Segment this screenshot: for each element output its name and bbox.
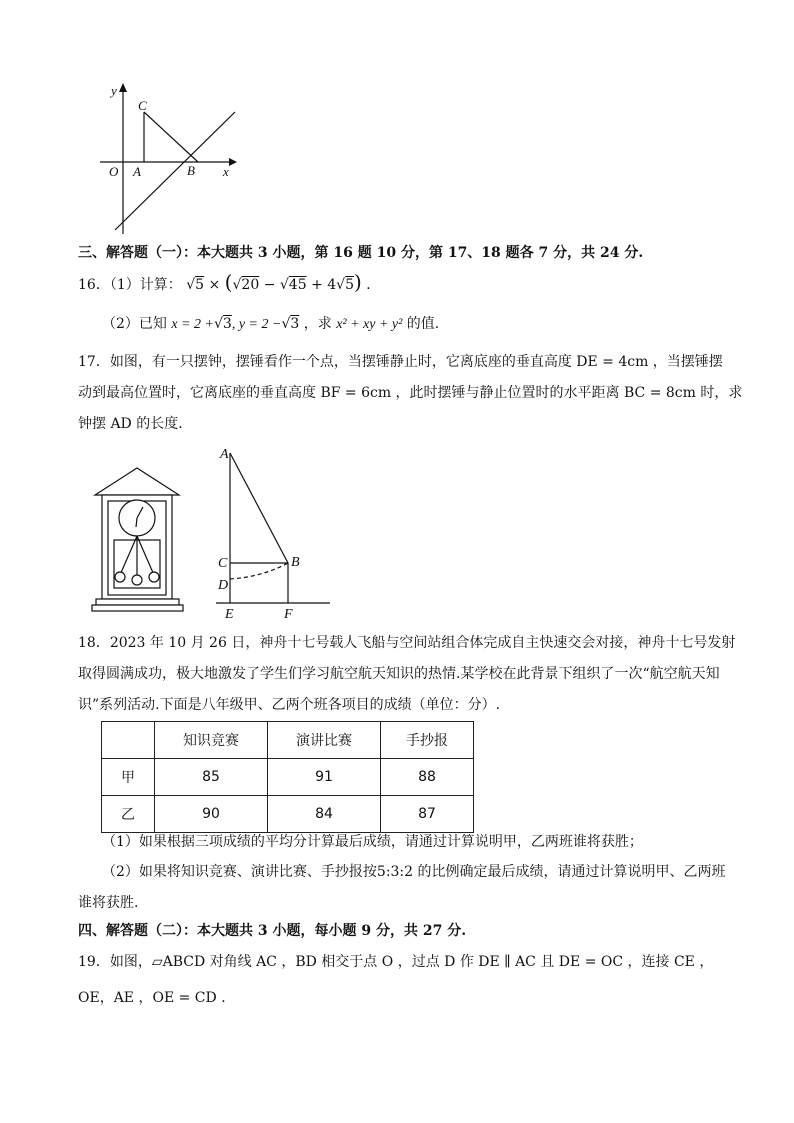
sqrt-symbol: √ <box>186 277 196 293</box>
table-cell: 87 <box>381 796 474 833</box>
q16-mid: ，求 <box>303 316 332 332</box>
q17-line2: 动到最高位置时，它离底座的垂直高度 BF = 6cm ，此时摆锤与静止位置时的水平距离 BC = 8cm 时，求 <box>78 385 743 401</box>
label-y: y <box>111 83 117 98</box>
label-d: D <box>218 578 229 593</box>
table-row <box>102 796 474 833</box>
minus-sign: − <box>263 277 276 293</box>
q17-line1: 17．如图，有一只摆钟，摆锤看作一个点，当摆锤静止时，它离底座的垂直高度 DE = 4cm ，当摆锤摆 <box>78 354 723 370</box>
paren-right: ) <box>354 270 362 294</box>
q16-part2-end: 的值. <box>406 316 440 332</box>
table-cell: 91 <box>268 759 381 796</box>
q18-sub2-line1: （2）如果将知识竞赛、演讲比赛、手抄报按5:3:2 的比例确定最后成绩，请通过计算说明甲、乙两班 <box>102 864 726 880</box>
q19-line2: OE，AE ，OE = CD ． <box>78 990 236 1006</box>
sqrt-symbol: √ <box>279 277 289 293</box>
label-a: A <box>220 447 229 462</box>
q16-x-def: x = 2 + <box>171 317 214 332</box>
q18-line2: 取得圆满成功，极大地激发了学生们学习航空航天知识的热情.某学校在此背景下组织了一次“航空航天知 <box>78 666 720 682</box>
q16-sqrt5: 5 <box>195 277 205 293</box>
clock-base <box>96 599 179 605</box>
sqrt-symbol: √ <box>232 277 242 293</box>
clock-illustration <box>90 465 185 613</box>
label-c: C <box>138 98 147 113</box>
q16-part1-prefix: 16．（1）计算： <box>78 277 182 293</box>
table-header-cell: 演讲比赛 <box>268 722 381 759</box>
pendulum-bob <box>132 575 142 585</box>
label-b: B <box>291 555 300 570</box>
label-f: F <box>284 607 293 622</box>
q16-part1-end: ． <box>366 277 381 293</box>
q16-rad-b: 45 <box>288 277 307 293</box>
clock-roof <box>95 468 179 495</box>
label-e: E <box>225 607 234 622</box>
q18-sub2-line2: 谁将获胜. <box>78 895 139 911</box>
q16-part2 <box>102 314 439 335</box>
label-a: A <box>133 164 141 179</box>
label-b: B <box>187 163 195 178</box>
section4-heading: 四、解答题（二）：本大题共 3 小题，每小题 9 分，共 27 分. <box>78 923 467 939</box>
table-header-cell <box>102 722 155 759</box>
section3-heading: 三、解答题（一）：本大题共 3 小题，第 16 题 10 分，第 17、18 题各 7 分，共 24 分. <box>78 245 644 261</box>
q16-y-def: , y = 2 − <box>231 317 282 332</box>
line-ab <box>230 453 288 563</box>
sqrt-symbol: √ <box>281 316 291 332</box>
q18-line1: 18．2023 年 10 月 26 日，神舟十七号载人飞船与空间站组合体完成自主快速交会对接，神舟十七号发射 <box>78 635 736 651</box>
paren-left: ( <box>224 270 233 294</box>
table-header-row <box>102 722 474 759</box>
table-cell: 乙 <box>102 796 155 833</box>
sqrt-symbol: √ <box>213 316 223 332</box>
segment-cb <box>144 112 198 162</box>
x-axis-arrow <box>229 158 237 166</box>
y-axis-arrow <box>119 83 127 92</box>
table-row <box>102 759 474 796</box>
table-header-cell: 手抄报 <box>381 722 474 759</box>
table-cell: 88 <box>381 759 474 796</box>
q16-root2: 3 <box>290 316 300 332</box>
q16-part2-prefix: （2）已知 <box>102 316 167 332</box>
table-cell: 84 <box>268 796 381 833</box>
q18-sub1: （1）如果根据三项成绩的平均分计算最后成绩，请通过计算说明甲，乙两班谁将获胜； <box>102 834 643 850</box>
coordinate-figure <box>95 78 245 238</box>
arc-db <box>230 563 288 579</box>
table-cell: 甲 <box>102 759 155 796</box>
q19-line1: 19．如图，▱ABCD 对角线 AC ，BD 相交于点 O ，过点 D 作 DE ∥ AC 且 DE = OC ，连接 CE ， <box>78 954 714 970</box>
pendulum-bob <box>149 572 159 582</box>
table-cell: 85 <box>155 759 268 796</box>
pendulum-bob <box>115 572 125 582</box>
sqrt-symbol: √ <box>336 277 346 293</box>
table-cell: 90 <box>155 796 268 833</box>
pendulum-geometry-figure <box>210 445 340 623</box>
label-x: x <box>223 164 229 179</box>
q16-expression: x² + xy + y² <box>336 317 403 332</box>
table-header-cell: 知识竞赛 <box>155 722 268 759</box>
q16-rad-c: 5 <box>345 277 355 293</box>
label-c: C <box>218 556 228 571</box>
q18-line3: 识”系列活动.下面是八年级甲、乙两个班各项目的成绩（单位：分）. <box>78 697 501 713</box>
label-o: O <box>109 164 119 179</box>
q16-rad-a: 20 <box>241 277 260 293</box>
q16-part1 <box>78 272 380 295</box>
times-sign: × <box>208 277 221 293</box>
clock-foot <box>92 605 183 611</box>
scores-table <box>101 721 474 833</box>
q17-line3: 钟摆 AD 的长度． <box>78 416 193 432</box>
plus-four: + 4 <box>311 277 337 293</box>
q16-root1: 3 <box>222 316 232 332</box>
